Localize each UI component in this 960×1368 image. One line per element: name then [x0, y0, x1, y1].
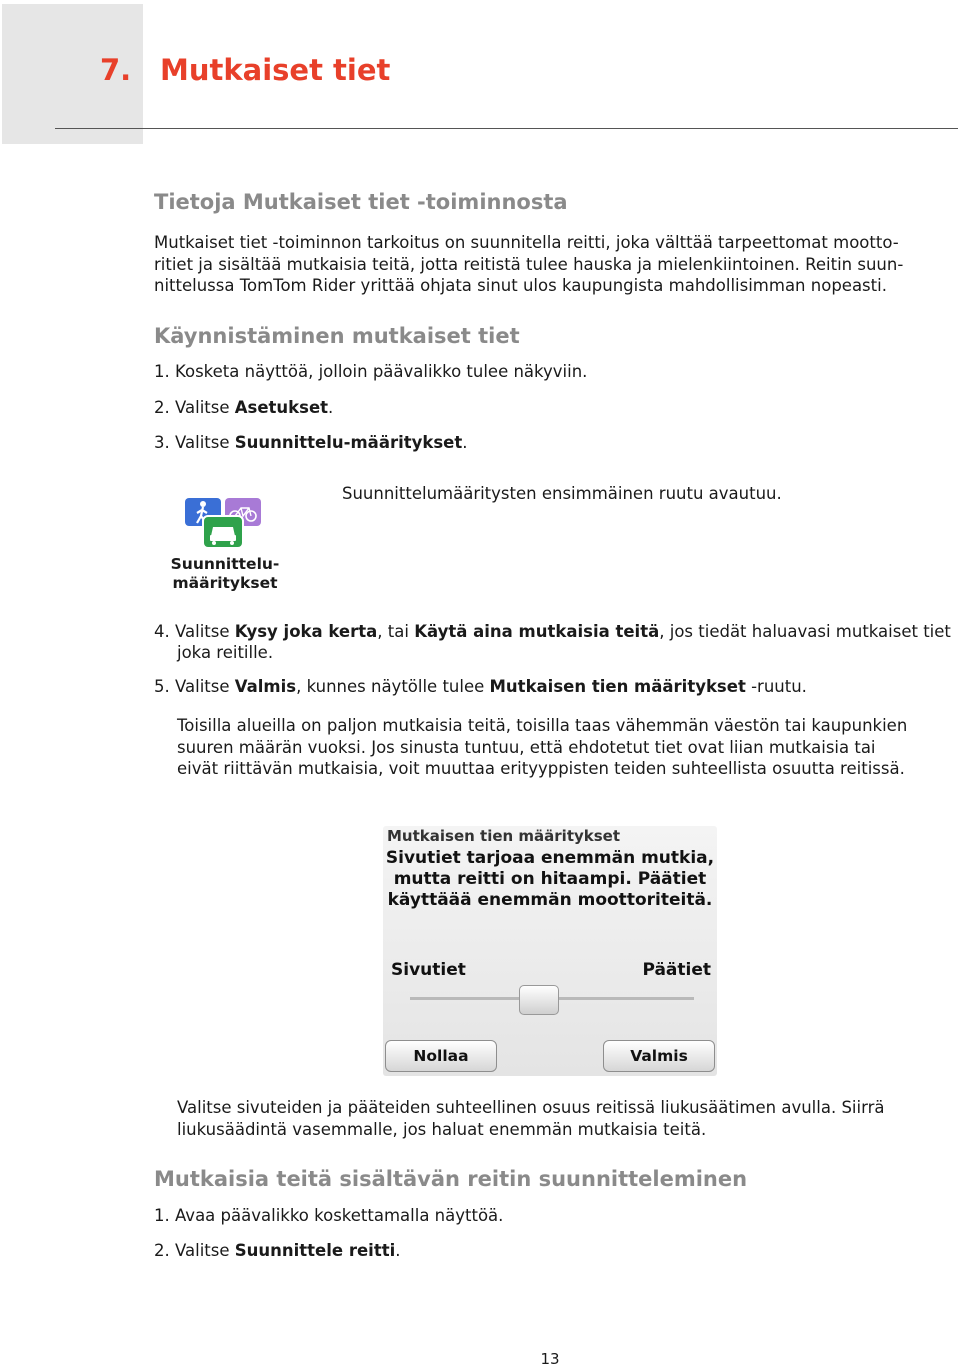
step-4: 4. Valitse Kysy joka kerta, tai Käytä aina mutkaisia teitä, jos tiedät haluavasi mutkaiset tiet [154, 622, 951, 641]
screen-message: Sivutiet tarjoaa enemmän mutkia, mutta reitti on hitaampi. Päätiet käyttäää enemmän moottoriteitä. [385, 848, 715, 910]
intro-line: Mutkaiset tiet -toiminnon tarkoitus on suunnitella reitti, joka välttää tarpeettomat mootto- [154, 233, 899, 252]
page-number: 13 [540, 1350, 560, 1368]
planning-settings-icon [183, 496, 265, 552]
step-5: 5. Valitse Valmis, kunnes näytölle tulee Mutkaisen tien määritykset -ruutu. [154, 677, 807, 696]
header-divider [55, 128, 958, 129]
plan-step-2: 2. Valitse Suunnittele reitti. [154, 1241, 401, 1260]
paragraph-line: Toisilla alueilla on paljon mutkaisia teitä, toisilla taas vähemmän väestön tai kaupunkien [177, 716, 908, 735]
slider-instructions [177, 1097, 957, 1140]
device-screenshot [383, 826, 717, 1076]
screen-title: Mutkaisen tien määritykset [387, 827, 621, 845]
paragraph-line: liukusäädintä vasemmalle, jos haluat enemmän mutkaisia teitä. [177, 1119, 707, 1139]
section-heading-about: Tietoja Mutkaiset tiet -toiminnosta [154, 190, 568, 214]
step-3: 3. Valitse Suunnittelu-määritykset. [154, 433, 468, 452]
intro-line: ritiet ja sisältää mutkaisia teitä, jotta reitistä tulee hauska ja mielenkiintoinen. Reitin suun- [154, 254, 904, 274]
done-button[interactable]: Valmis [603, 1040, 715, 1072]
regional-note-paragraph [177, 715, 957, 780]
section-heading-start: Käynnistäminen mutkaiset tiet [154, 324, 520, 348]
chapter-title: Mutkaiset tiet [160, 53, 391, 87]
intro-paragraph [154, 232, 954, 297]
icon-note: Suunnittelumääritysten ensimmäinen ruutu avautuu. [342, 484, 782, 503]
plan-step-1: 1. Avaa päävalikko koskettamalla näyttöä. [154, 1206, 504, 1225]
section-heading-plan: Mutkaisia teitä sisältävän reitin suunnitteleminen [154, 1167, 748, 1191]
reset-button[interactable]: Nollaa [385, 1040, 497, 1072]
paragraph-line: suuren määrän vuoksi. Jos sinusta tuntuu, että ehdotetut tiet ovat liian mutkaisia tai [177, 737, 876, 757]
step-1: 1. Kosketa näyttöä, jolloin päävalikko tulee näkyviin. [154, 362, 588, 381]
slider-right-label: Päätiet [642, 960, 711, 980]
slider-thumb[interactable] [519, 985, 559, 1015]
paragraph-line: Valitse sivuteiden ja pääteiden suhteellinen osuus reitissä liukusäätimen avulla. Siirrä [177, 1098, 885, 1117]
step-4-continued: joka reitille. [177, 643, 274, 662]
paragraph-line: eivät riittävän mutkaisia, voit muuttaa erityyppisten teiden suhteellista osuutta reitissä. [177, 759, 905, 778]
intro-line: nittelussa TomTom Rider yrittää ohjata sinut ulos kaupungista mahdollisimman nopeasti. [154, 276, 887, 295]
icon-caption: Suunnittelu- määritykset [170, 555, 280, 592]
chapter-number: 7. [100, 53, 132, 87]
slider-left-label: Sivutiet [391, 960, 466, 980]
step-2: 2. Valitse Asetukset. [154, 398, 334, 417]
